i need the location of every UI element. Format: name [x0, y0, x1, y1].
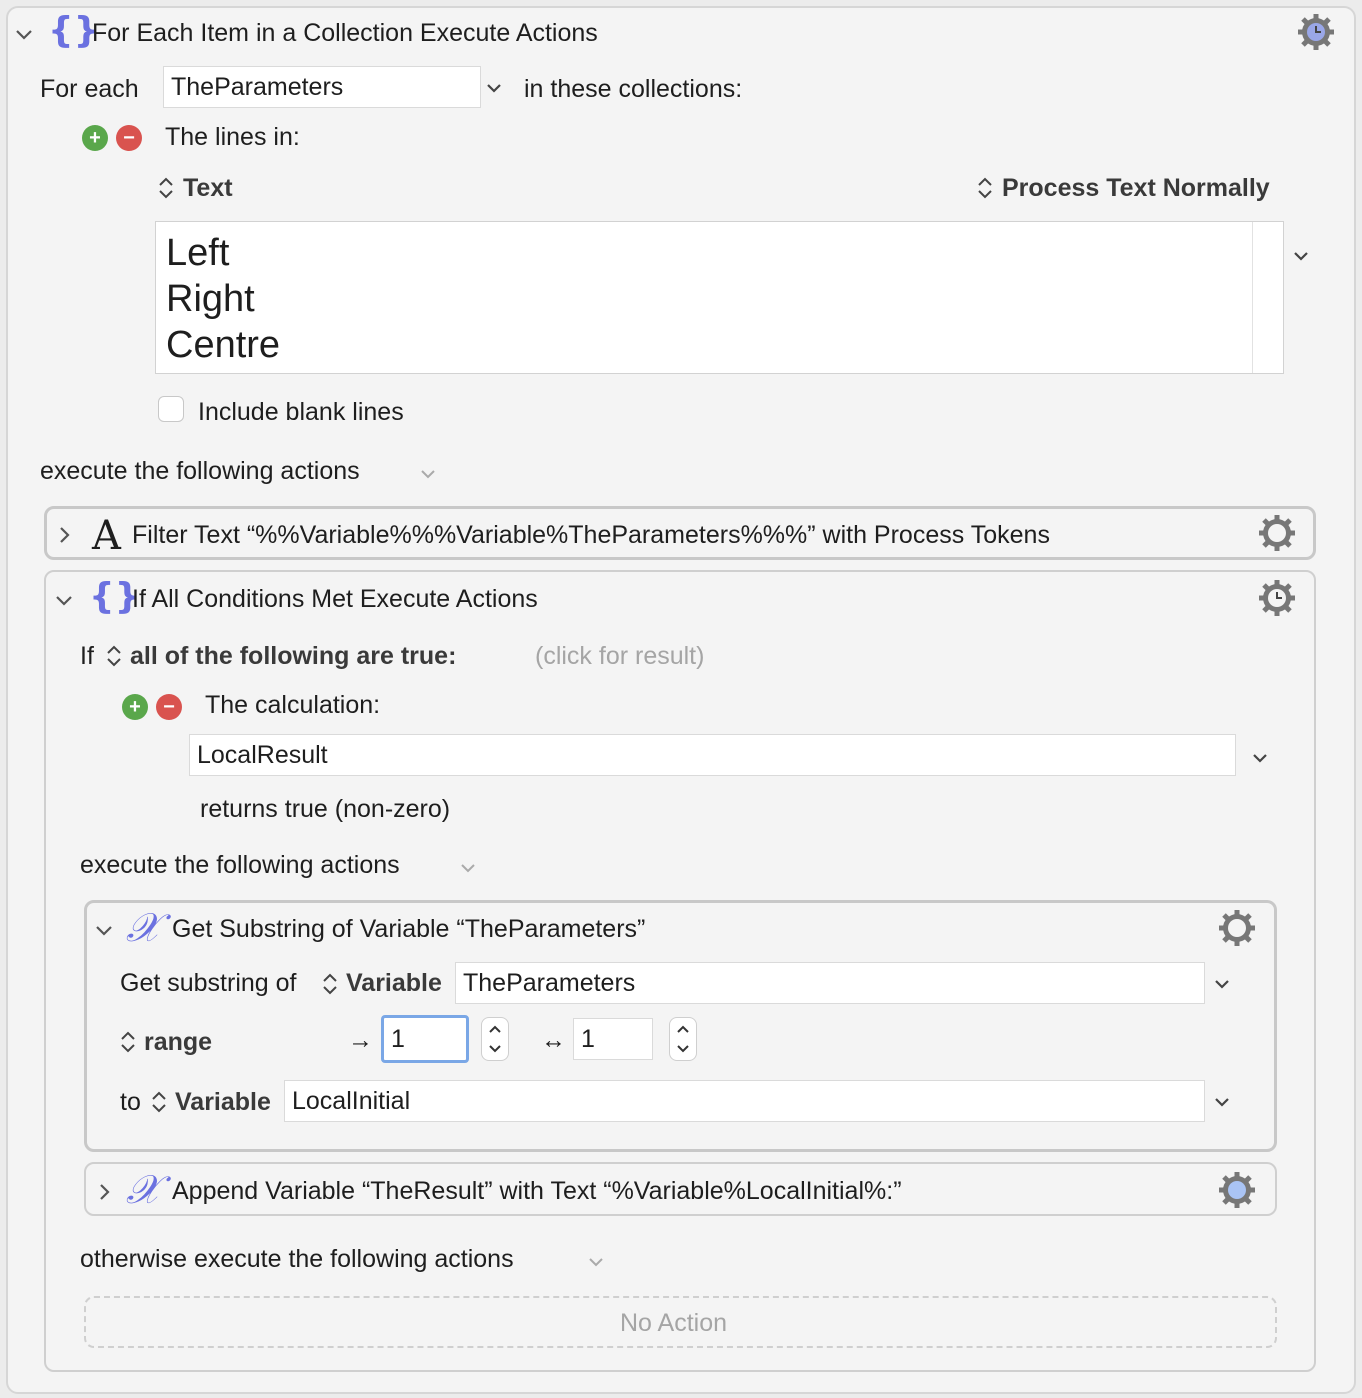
for-each-variable-field[interactable]: TheParameters [163, 66, 481, 108]
get-substring-label: Get substring of [120, 969, 297, 997]
dest-dropdown-icon[interactable] [1210, 1090, 1234, 1114]
variable-x-icon: 𝒳 [126, 1167, 161, 1213]
filter-text-icon: A [92, 513, 121, 559]
calculation-label: The calculation: [205, 691, 381, 719]
lines-text-area[interactable] [155, 221, 1284, 374]
in-collections-label: in these collections: [524, 75, 743, 103]
collapse-chevron-icon[interactable] [52, 588, 76, 612]
gear-icon[interactable] [1217, 908, 1257, 948]
source-selector[interactable]: Variable [346, 969, 442, 997]
gear-icon[interactable] [1257, 513, 1297, 553]
process-text-selector[interactable]: Process Text Normally [1002, 174, 1270, 202]
range-selector[interactable]: range [144, 1028, 213, 1056]
updown-icon [320, 972, 340, 996]
if-label: If [80, 642, 94, 670]
execute-actions-label: execute the following actions [40, 457, 360, 485]
gear-clock-icon[interactable] [1257, 578, 1297, 618]
length-field[interactable]: 1 [573, 1018, 653, 1060]
execute-dropdown-icon[interactable] [456, 856, 480, 880]
calculation-dropdown-icon[interactable] [1248, 746, 1272, 770]
text-line: Left [166, 232, 230, 274]
length-arrow: ↔ [541, 1026, 566, 1054]
start-stepper[interactable] [481, 1017, 509, 1061]
gear-icon[interactable] [1217, 1170, 1257, 1210]
updown-icon [975, 176, 995, 200]
add-condition-button[interactable]: + [122, 694, 148, 720]
for-each-label: For each [40, 75, 139, 103]
length-stepper[interactable] [669, 1017, 697, 1061]
otherwise-dropdown-icon[interactable] [584, 1250, 608, 1274]
click-for-result[interactable]: (click for result) [535, 642, 705, 670]
to-label: to [120, 1088, 141, 1116]
condition-selector[interactable]: all of the following are true: [130, 642, 457, 670]
dest-selector[interactable]: Variable [175, 1088, 271, 1116]
lines-in-label: The lines in: [165, 123, 300, 151]
updown-icon [149, 1090, 169, 1114]
filter-text-title: Filter Text “%%Variable%%%Variable%TheParameters%%%” with Process Tokens [132, 521, 1050, 549]
add-collection-button[interactable]: + [82, 125, 108, 151]
start-index-field[interactable]: 1 [381, 1015, 469, 1063]
updown-icon [104, 644, 124, 668]
returns-label: returns true (non-zero) [200, 795, 451, 823]
updown-icon [156, 176, 176, 200]
text-area-dropdown-icon[interactable] [1289, 244, 1313, 268]
start-arrow: → [348, 1026, 373, 1054]
dest-variable-field[interactable]: LocalInitial [284, 1080, 1205, 1122]
remove-condition-button[interactable]: − [156, 694, 182, 720]
text-source-selector[interactable]: Text [183, 174, 233, 202]
execute-dropdown-icon[interactable] [416, 462, 440, 486]
gear-clock-icon[interactable] [1296, 12, 1336, 52]
expand-chevron-icon[interactable] [52, 523, 76, 547]
include-blank-label: Include blank lines [198, 398, 404, 426]
updown-icon [118, 1030, 138, 1054]
for-each-title: For Each Item in a Collection Execute Actions [92, 19, 598, 47]
append-variable-title: Append Variable “TheResult” with Text “%Variable%LocalInitial%:” [172, 1177, 902, 1205]
if-execute-label: execute the following actions [80, 851, 400, 879]
variable-x-icon: 𝒳 [126, 905, 161, 951]
calculation-field[interactable]: LocalResult [189, 734, 1236, 776]
text-line: Right [166, 278, 255, 320]
no-action-label: No Action [620, 1309, 728, 1337]
collapse-chevron-icon[interactable] [12, 22, 36, 46]
variable-dropdown-icon[interactable] [482, 76, 506, 100]
expand-chevron-icon[interactable] [92, 1180, 116, 1204]
remove-collection-button[interactable]: − [116, 125, 142, 151]
get-substring-title: Get Substring of Variable “TheParameters” [172, 915, 646, 943]
for-each-curly-icon: {} [48, 10, 100, 51]
if-title: If All Conditions Met Execute Actions [132, 585, 538, 613]
source-variable-field[interactable]: TheParameters [455, 962, 1205, 1004]
if-curly-icon: {} [89, 576, 141, 617]
source-dropdown-icon[interactable] [1210, 972, 1234, 996]
text-line: Centre [166, 324, 281, 366]
collapse-chevron-icon[interactable] [92, 918, 116, 942]
otherwise-label: otherwise execute the following actions [80, 1245, 514, 1273]
include-blank-checkbox[interactable] [158, 396, 184, 422]
